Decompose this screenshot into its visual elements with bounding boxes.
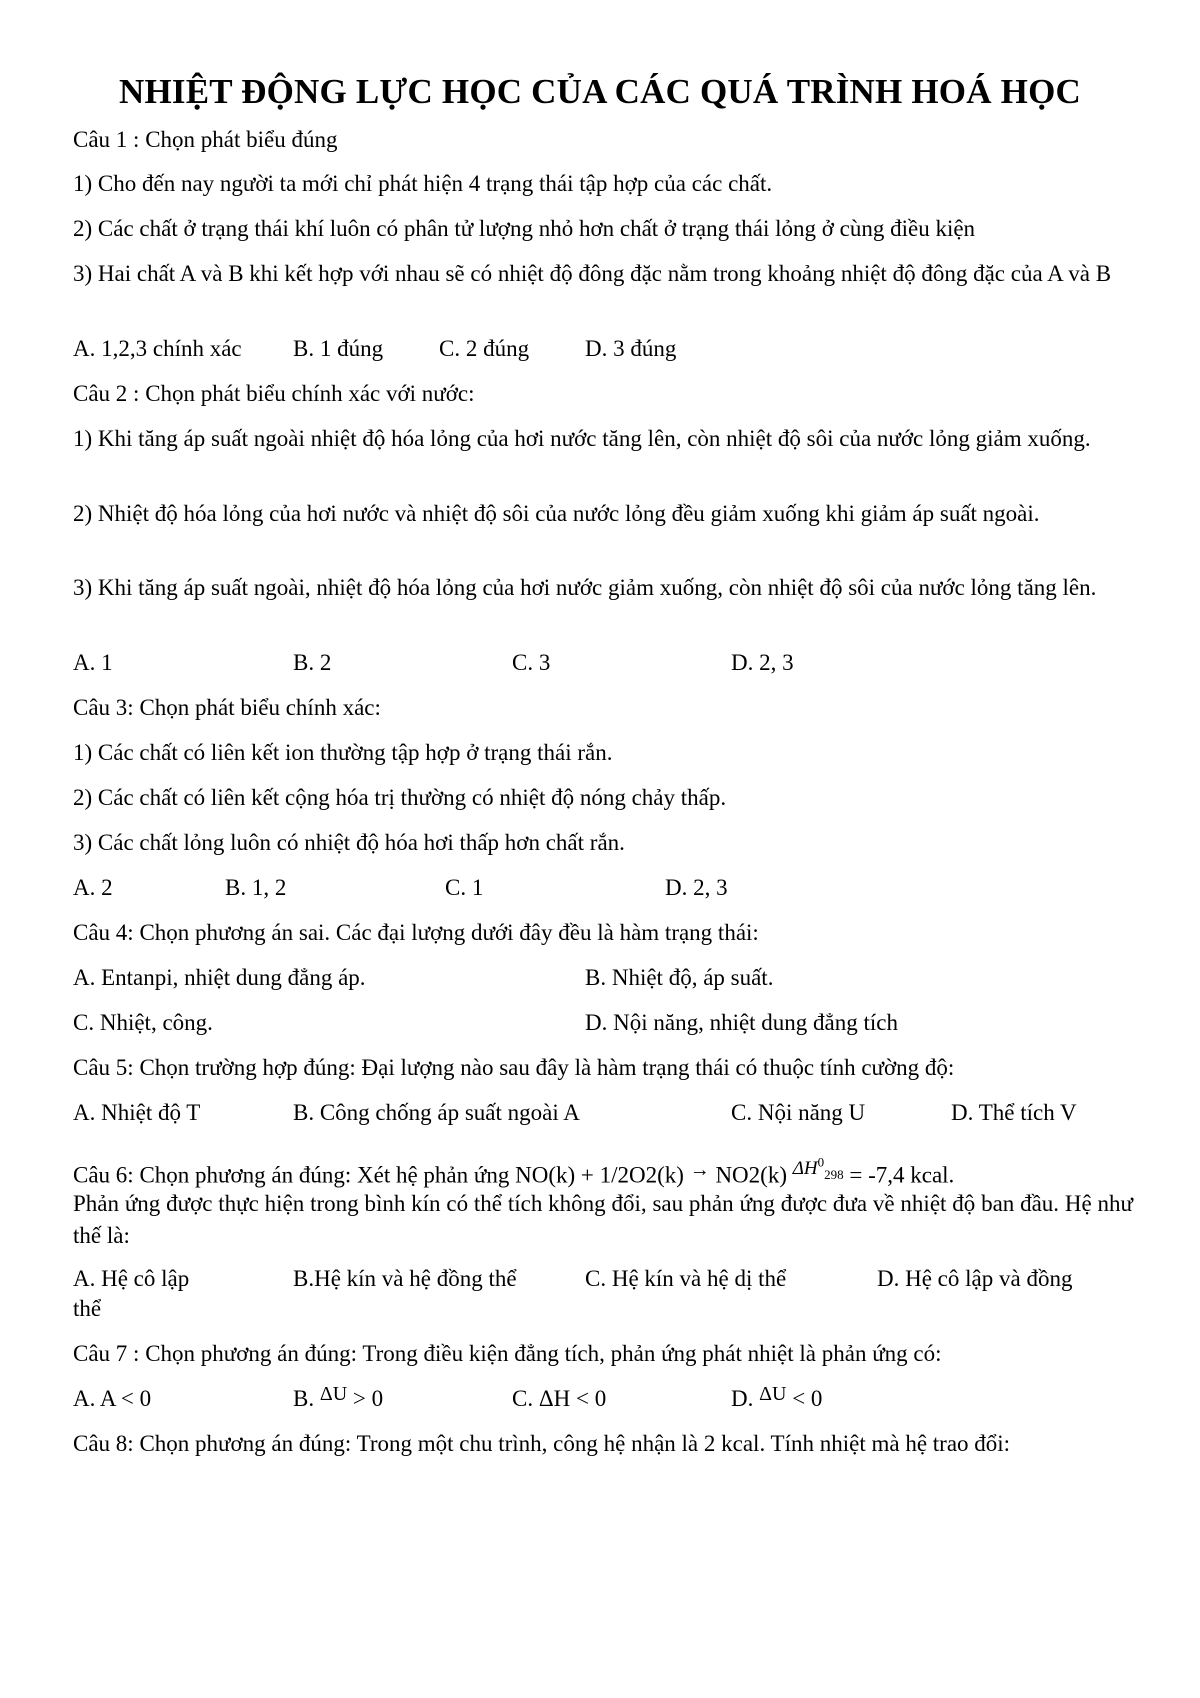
q6-delta-h (792, 1155, 844, 1183)
q7-option-b-prefix: B. (293, 1386, 320, 1411)
q6-delta-h-sub: 298 (824, 1167, 844, 1183)
q7-option-b (293, 1383, 383, 1416)
q6-product: NO2(k) (709, 1162, 793, 1188)
q7-option-d (731, 1383, 822, 1416)
q4-question: Câu 4: Chọn phương án sai. Các đại lượng dưới đây đều là hàm trạng thái: (73, 920, 759, 945)
q1-option-b: B. 1 đúng (293, 336, 384, 361)
q5-option-c: C. Nội năng U (731, 1100, 866, 1125)
q3-option-a: A. 2 (73, 875, 113, 900)
q7-option-a: A. A < 0 (73, 1386, 152, 1411)
q1-question: Câu 1 : Chọn phát biểu đúng (73, 127, 338, 152)
q1-option-d: D. 3 đúng (585, 336, 677, 361)
q2-statement-3: 3) Khi tăng áp suất ngoài, nhiệt độ hóa lỏng của hơi nước giảm xuống, còn nhiệt độ sôi của nước lỏng tăng lên. (73, 575, 1097, 600)
q2-statement-2: 2) Nhiệt độ hóa lỏng của hơi nước và nhiệt độ sôi của nước lỏng đều giảm xuống khi giảm áp suất ngoài. (73, 501, 1040, 526)
q2-option-a: A. 1 (73, 650, 113, 675)
q7-option-b-delta-u: ΔU (319, 1383, 348, 1405)
q1-statement-2: 2) Các chất ở trạng thái khí luôn có phân tử lượng nhỏ hơn chất ở trạng thái lỏng ở cùng điều kiện (73, 216, 976, 241)
q3-statement-1: 1) Các chất có liên kết ion thường tập hợp ở trạng thái rắn. (73, 740, 613, 765)
q7-option-d-rest: < 0 (786, 1386, 823, 1411)
q2-option-c: C. 3 (512, 650, 551, 675)
q2-statement-1: 1) Khi tăng áp suất ngoài nhiệt độ hóa lỏng của hơi nước tăng lên, còn nhiệt độ sôi của nước lỏng giảm xuống. (73, 426, 1091, 451)
q1-option-c: C. 2 đúng (439, 336, 530, 361)
page-title: NHIỆT ĐỘNG LỰC HỌC CỦA CÁC QUÁ TRÌNH HOÁ HỌC (119, 72, 1081, 111)
q6-value: = -7,4 kcal. (843, 1162, 955, 1188)
q2-option-b: B. 2 (293, 650, 332, 675)
q1-statement-1: 1) Cho đến nay người ta mới chỉ phát hiện 4 trạng thái tập hợp của các chất. (73, 171, 773, 196)
q3-question: Câu 3: Chọn phát biểu chính xác: (73, 695, 381, 720)
q3-option-d: D. 2, 3 (665, 875, 728, 900)
q6-option-b: B.Hệ kín và hệ đồng thể (293, 1266, 517, 1291)
q3-statement-2: 2) Các chất có liên kết cộng hóa trị thường có nhiệt độ nóng chảy thấp. (73, 785, 727, 810)
arrow-icon: → (689, 1159, 710, 1182)
q6-option-d: D. Hệ cô lập và đồng (877, 1266, 1073, 1291)
q2-question: Câu 2 : Chọn phát biểu chính xác với nước: (73, 381, 475, 406)
q6-delta-h-sup: 0 (817, 1155, 825, 1170)
q6-question-start: Câu 6: Chọn phương án đúng: Xét hệ phản ứng NO(k) + 1/2O2(k) (73, 1162, 690, 1188)
q4-option-a: A. Entanpi, nhiệt dung đẳng áp. (73, 965, 366, 990)
q1-option-a: A. 1,2,3 chính xác (73, 336, 242, 361)
q8-question: Câu 8: Chọn phương án đúng: Trong một chu trình, công hệ nhận là 2 kcal. Tính nhiệt mà hệ trao đổi: (73, 1431, 1011, 1456)
q4-option-c: C. Nhiệt, công. (73, 1010, 213, 1035)
q3-statement-3: 3) Các chất lỏng luôn có nhiệt độ hóa hơi thấp hơn chất rắn. (73, 830, 625, 855)
q6-option-a: A. Hệ cô lập (73, 1266, 190, 1291)
q5-option-a: A. Nhiệt độ T (73, 1100, 201, 1125)
q7-option-d-delta-u: ΔU (759, 1383, 787, 1405)
q6-option-d-continued: thể (73, 1296, 102, 1321)
q1-statement-3: 3) Hai chất A và B khi kết hợp với nhau sẽ có nhiệt độ đông đặc nằm trong khoảng nhiệt độ đông đặc của A và B (73, 261, 1112, 286)
q7-option-c: C. ΔH < 0 (512, 1386, 607, 1411)
q5-option-b: B. Công chống áp suất ngoài A (293, 1100, 580, 1125)
q6-delta-h-symbol: ΔH (792, 1158, 818, 1180)
q3-option-b: B. 1, 2 (225, 875, 287, 900)
q6-statement: Phản ứng được thực hiện trong bình kín có thể tích không đổi, sau phản ứng được đưa về nhiệt độ ban đầu. Hệ như thế là: (73, 1191, 1133, 1248)
q7-option-b-rest: > 0 (347, 1386, 384, 1411)
q5-question: Câu 5: Chọn trường hợp đúng: Đại lượng nào sau đây là hàm trạng thái có thuộc tính cường độ: (73, 1055, 955, 1080)
q3-option-c: C. 1 (445, 875, 484, 900)
q6-option-c: C. Hệ kín và hệ dị thể (585, 1266, 787, 1291)
q5-option-d: D. Thể tích V (951, 1100, 1077, 1125)
q4-option-d: D. Nội năng, nhiệt dung đẳng tích (585, 1010, 899, 1035)
q7-option-d-prefix: D. (731, 1386, 760, 1411)
q4-option-b: B. Nhiệt độ, áp suất. (585, 965, 774, 990)
q7-question: Câu 7 : Chọn phương án đúng: Trong điều kiện đẳng tích, phản ứng phát nhiệt là phản ứng có: (73, 1341, 942, 1366)
q2-option-d: D. 2, 3 (731, 650, 794, 675)
